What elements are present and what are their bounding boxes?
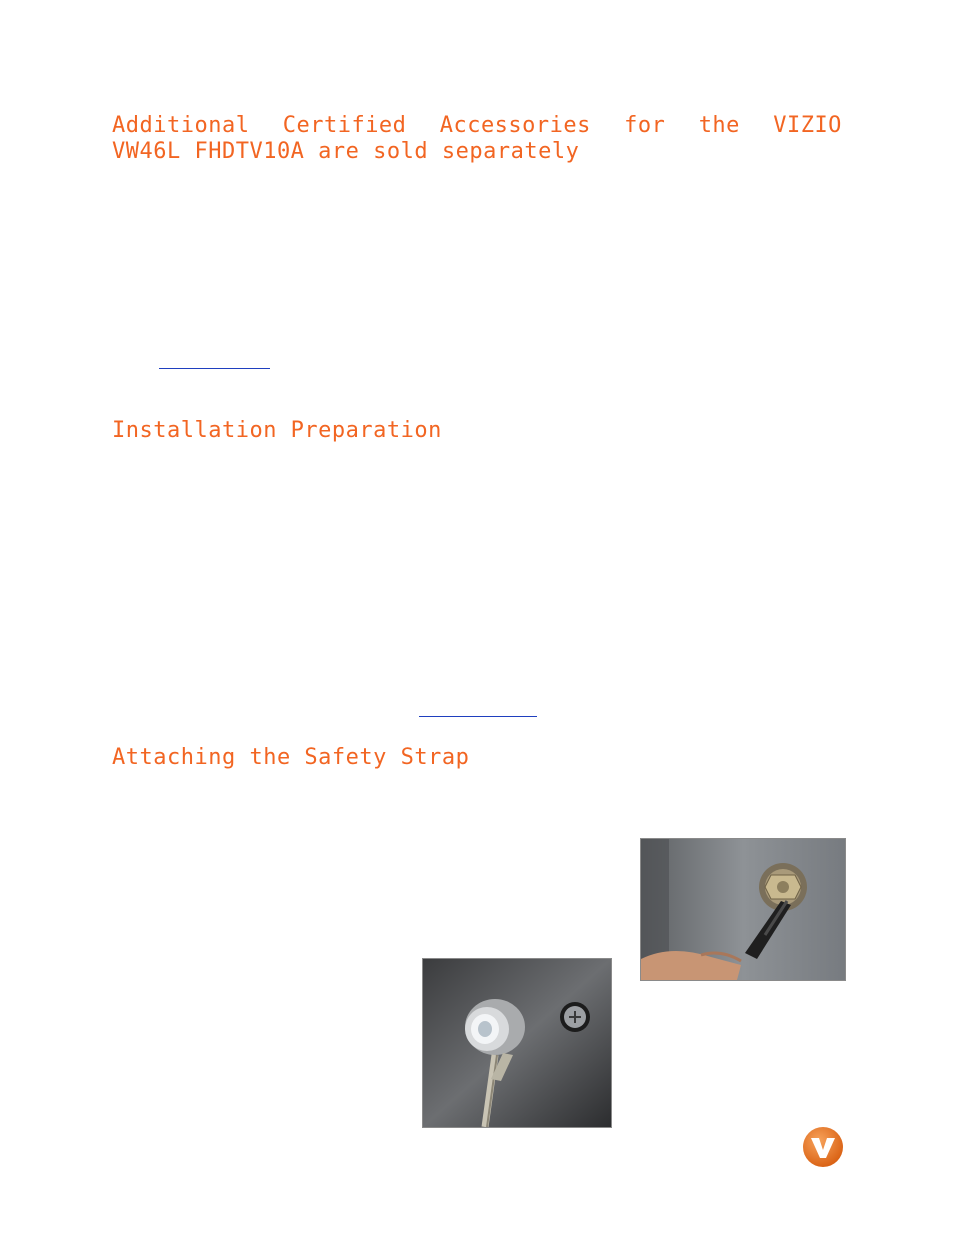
vizio-v-logo xyxy=(802,1126,844,1168)
heading-word: for xyxy=(624,113,666,138)
hyperlink-underline[interactable] xyxy=(419,716,537,717)
heading-word: Additional xyxy=(112,113,250,138)
accessories-heading-line2: VW46L FHDTV10A are sold separately xyxy=(112,139,580,164)
hyperlink-underline[interactable] xyxy=(159,368,270,369)
wrench-on-nut-photo xyxy=(640,838,846,981)
heading-word: Accessories xyxy=(439,113,591,138)
accessories-heading-line1 xyxy=(112,113,842,139)
safety-strap-heading: Attaching the Safety Strap xyxy=(112,745,470,770)
heading-word: Certified xyxy=(282,113,407,138)
installation-preparation-heading: Installation Preparation xyxy=(112,418,442,443)
accessories-heading xyxy=(112,113,842,165)
heading-word: VIZIO xyxy=(773,113,842,138)
safety-cable-bolt-photo xyxy=(422,958,612,1128)
heading-word: the xyxy=(698,113,740,138)
